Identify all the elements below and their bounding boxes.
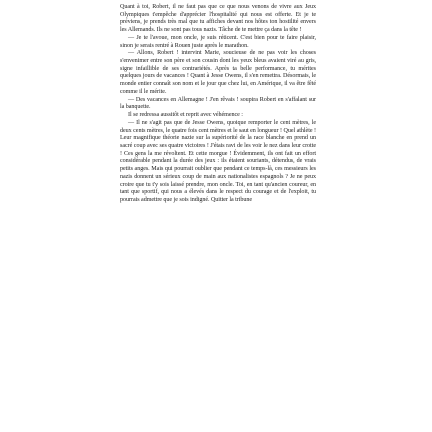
- paragraph: Il se redressa aussitôt et reprit avec véhémence :: [128, 112, 243, 119]
- paragraph: Quant à toi, Robert, il ne faut pas que ce que nous venons de vivre aux Jeux Olympiques t'empêche d'apprécier l'hospitalité qui nous est offerte. Et je te préviens, je prends très mal que tu affiches devant nos hôtes ton hostilité envers les Allemands. Ils ne sont pas tous nazis. Tâche de te mettre ça dans la tête !: [120, 4, 316, 34]
- paragraph: — Je te l'avoue, mon oncle, je suis réticent. C'est bien pour te faire plaisir, sinon je serais rentré à Rouen juste après le marathon.: [120, 34, 316, 49]
- text-column: [120, 4, 316, 205]
- paragraph: — Allons, Robert ! intervint Marie, soucieuse de ne pas voir les choses s'envenimer entre son père et son cousin dont les yeux bleus avaient viré au gris, signe infaillible de ses contrariétés. Après ta belle performance, tu mérites quelques jours de vacances ! Quant à Jesse Owens, il s'en remettra. Désormais, le monde entier connaît son nom et le jour que chez lui, en Amérique, il va être fêté comme il le mérite.: [120, 50, 316, 95]
- paragraph: — Des vacances en Allemagne ! J'en rêvais ! soupira Robert en s'affalant sur la banquette.: [120, 96, 316, 111]
- paragraph: — Il ne s'agit pas que de Jesse Owens, quoique remporter le cent mètres, le deux cents mètres, le quatre fois cent mètres et le saut en longueur ! Quel athlète ! Leur magnifique théorie nazie sur la supériorité de la race blanche en prend un sacré coup avec ses quatre victoires ! J'étais ravi de les voir le nez dans leur crotte ! Ces gens la me révoltent. Et cette morgue ! Évidemment, ils ont fait un effort considérable pendant la durée des jeux : ils étaient souriants, détendus, de vrais petits anges. Mais qui pourrait oublier que pendant ce temps-là, ces messieurs les nazis donnent un sérieux coup de main aux nationalistes espagnols ? Je ne peux croire que tu t'y sois laissé prendre, mon oncle. Toi, en tant qu'ancien coureur, en tant que sportif, qui nous a élevés dans le respect du courage et de l'exploit, tu pourrais admettre que je sois indigné. Quitter la tribune: [120, 119, 316, 203]
